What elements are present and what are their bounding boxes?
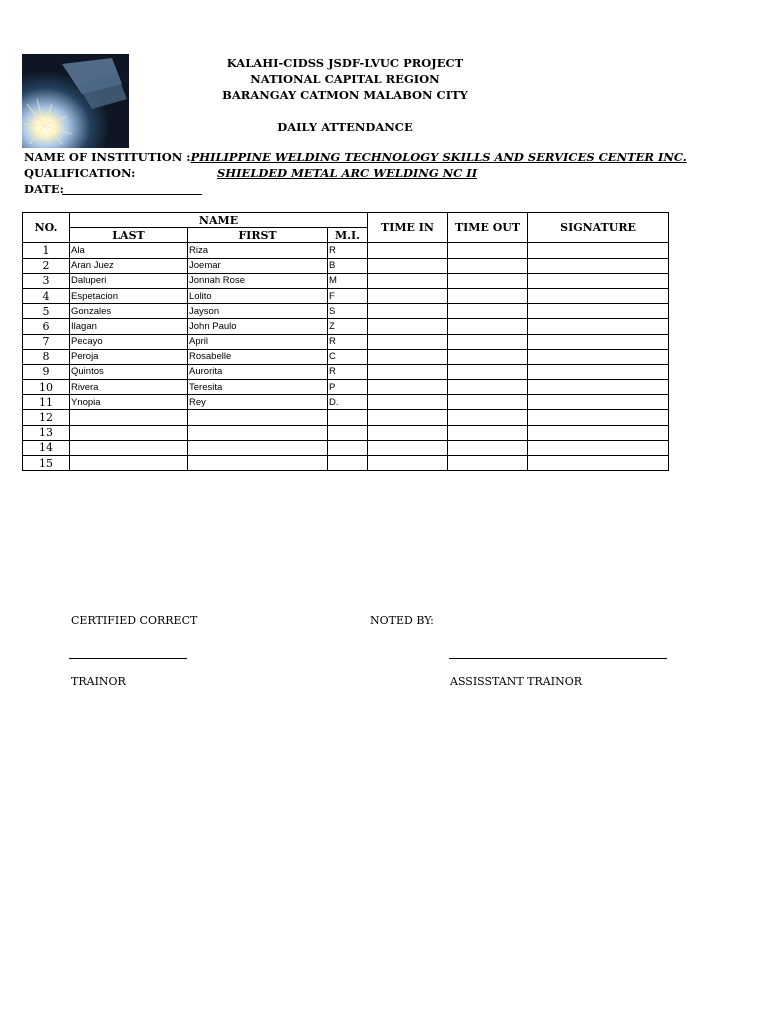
row-time-in[interactable] — [368, 258, 448, 273]
noted-by-label: NOTED BY: — [370, 614, 434, 627]
row-time-in[interactable] — [368, 364, 448, 379]
trainor-signature-line[interactable] — [69, 658, 187, 659]
row-time-out[interactable] — [448, 304, 528, 319]
row-no: 3 — [23, 273, 70, 288]
row-time-out[interactable] — [448, 273, 528, 288]
row-time-in[interactable] — [368, 380, 448, 395]
row-middle-initial — [328, 410, 368, 425]
row-no: 13 — [23, 425, 70, 440]
table-row — [23, 288, 669, 303]
row-signature[interactable] — [528, 410, 669, 425]
row-time-out[interactable] — [448, 410, 528, 425]
qualification-value: SHIELDED METAL ARC WELDING NC II — [217, 166, 478, 180]
row-last-name — [70, 410, 188, 425]
row-time-out[interactable] — [448, 334, 528, 349]
row-time-in[interactable] — [368, 425, 448, 440]
row-middle-initial: P — [328, 380, 368, 395]
row-time-in[interactable] — [368, 456, 448, 471]
header-last: LAST — [70, 228, 188, 243]
institution-value: PHILIPPINE WELDING TECHNOLOGY SKILLS AND SERVICES CENTER INC. — [190, 150, 687, 164]
row-signature[interactable] — [528, 364, 669, 379]
date-row — [24, 182, 64, 196]
table-row — [23, 258, 669, 273]
header-first: FIRST — [188, 228, 328, 243]
table-row — [23, 243, 669, 258]
row-first-name: Riza — [188, 243, 328, 258]
certified-correct-label: CERTIFIED CORRECT — [71, 614, 198, 627]
qualification-label: QUALIFICATION: — [24, 166, 136, 180]
row-last-name: Pecayo — [70, 334, 188, 349]
row-first-name: Jonnah Rose — [188, 273, 328, 288]
row-middle-initial: R — [328, 334, 368, 349]
assistant-trainor-label: ASSISSTANT TRAINOR — [450, 675, 583, 688]
welding-image-icon — [22, 54, 129, 148]
row-signature[interactable] — [528, 440, 669, 455]
row-first-name — [188, 425, 328, 440]
row-middle-initial: Z — [328, 319, 368, 334]
qualification-row — [24, 166, 135, 180]
header-no: NO. — [23, 213, 70, 243]
row-middle-initial: C — [328, 349, 368, 364]
row-no: 8 — [23, 349, 70, 364]
row-last-name: Rivera — [70, 380, 188, 395]
row-middle-initial: F — [328, 288, 368, 303]
row-first-name: April — [188, 334, 328, 349]
row-first-name — [188, 410, 328, 425]
row-signature[interactable] — [528, 288, 669, 303]
row-no: 11 — [23, 395, 70, 410]
row-first-name: Jayson — [188, 304, 328, 319]
row-time-out[interactable] — [448, 258, 528, 273]
row-time-in[interactable] — [368, 273, 448, 288]
header-signature: SIGNATURE — [528, 213, 669, 243]
row-signature[interactable] — [528, 456, 669, 471]
row-last-name: Daluperi — [70, 273, 188, 288]
row-time-out[interactable] — [448, 319, 528, 334]
row-first-name: John Paulo — [188, 319, 328, 334]
attendance-table — [22, 212, 669, 471]
row-first-name: Joemar — [188, 258, 328, 273]
qualification-value-wrap — [217, 166, 477, 180]
row-middle-initial: M — [328, 273, 368, 288]
row-signature[interactable] — [528, 258, 669, 273]
region-title: NATIONAL CAPITAL REGION — [250, 72, 440, 86]
header-time-out: TIME OUT — [448, 213, 528, 243]
table-row — [23, 304, 669, 319]
row-last-name: Espetacion — [70, 288, 188, 303]
table-row — [23, 364, 669, 379]
row-time-in[interactable] — [368, 319, 448, 334]
row-middle-initial: S — [328, 304, 368, 319]
row-last-name: Aran Juez — [70, 258, 188, 273]
row-time-out[interactable] — [448, 380, 528, 395]
table-row — [23, 349, 669, 364]
row-middle-initial — [328, 425, 368, 440]
row-last-name: Ala — [70, 243, 188, 258]
row-signature[interactable] — [528, 425, 669, 440]
table-row — [23, 380, 669, 395]
row-time-in[interactable] — [368, 288, 448, 303]
row-no: 7 — [23, 334, 70, 349]
row-first-name: Teresita — [188, 380, 328, 395]
row-last-name — [70, 425, 188, 440]
row-signature[interactable] — [528, 273, 669, 288]
row-middle-initial — [328, 440, 368, 455]
welding-photo — [22, 54, 129, 148]
row-last-name: Quintos — [70, 364, 188, 379]
project-title: KALAHI-CIDSS JSDF-LVUC PROJECT — [226, 56, 464, 70]
date-line[interactable] — [62, 194, 202, 195]
row-signature[interactable] — [528, 334, 669, 349]
row-middle-initial: R — [328, 364, 368, 379]
row-time-in[interactable] — [368, 395, 448, 410]
table-row — [23, 395, 669, 410]
row-no: 5 — [23, 304, 70, 319]
row-signature[interactable] — [528, 319, 669, 334]
table-row — [23, 425, 669, 440]
row-time-in[interactable] — [368, 334, 448, 349]
row-first-name — [188, 440, 328, 455]
row-no: 2 — [23, 258, 70, 273]
table-row — [23, 456, 669, 471]
row-no: 9 — [23, 364, 70, 379]
row-no: 6 — [23, 319, 70, 334]
row-middle-initial: B — [328, 258, 368, 273]
header-name: NAME — [70, 213, 368, 228]
row-time-out[interactable] — [448, 395, 528, 410]
page-title: DAILY ATTENDANCE — [277, 120, 413, 134]
row-last-name — [70, 440, 188, 455]
row-no: 10 — [23, 380, 70, 395]
row-time-out[interactable] — [448, 364, 528, 379]
row-first-name: Lolito — [188, 288, 328, 303]
table-row — [23, 440, 669, 455]
row-time-in[interactable] — [368, 440, 448, 455]
row-last-name: Ynopia — [70, 395, 188, 410]
header-time-in: TIME IN — [368, 213, 448, 243]
row-last-name — [70, 456, 188, 471]
row-time-out[interactable] — [448, 425, 528, 440]
row-time-out[interactable] — [448, 349, 528, 364]
table-row — [23, 334, 669, 349]
row-time-out[interactable] — [448, 456, 528, 471]
row-last-name: Gonzales — [70, 304, 188, 319]
row-time-out[interactable] — [448, 440, 528, 455]
row-time-out[interactable] — [448, 243, 528, 258]
row-first-name: Aurorita — [188, 364, 328, 379]
row-time-out[interactable] — [448, 288, 528, 303]
header-mi: M.I. — [328, 228, 368, 243]
table-row — [23, 410, 669, 425]
row-signature[interactable] — [528, 395, 669, 410]
row-last-name: Peroja — [70, 349, 188, 364]
row-first-name — [188, 456, 328, 471]
row-first-name: Rosabelle — [188, 349, 328, 364]
barangay-title: BARANGAY CATMON MALABON CITY — [222, 88, 468, 102]
row-signature[interactable] — [528, 349, 669, 364]
row-no: 14 — [23, 440, 70, 455]
institution-row — [24, 150, 687, 164]
row-middle-initial: D. — [328, 395, 368, 410]
table-row — [23, 319, 669, 334]
row-signature[interactable] — [528, 243, 669, 258]
row-middle-initial — [328, 456, 368, 471]
trainor-label: TRAINOR — [71, 675, 126, 688]
row-first-name: Rey — [188, 395, 328, 410]
assistant-signature-line[interactable] — [449, 658, 667, 659]
row-middle-initial: R — [328, 243, 368, 258]
row-time-in[interactable] — [368, 410, 448, 425]
row-no: 12 — [23, 410, 70, 425]
attendance-body — [23, 243, 669, 471]
row-no: 15 — [23, 456, 70, 471]
row-no: 4 — [23, 288, 70, 303]
row-signature[interactable] — [528, 380, 669, 395]
row-no: 1 — [23, 243, 70, 258]
row-signature[interactable] — [528, 304, 669, 319]
row-time-in[interactable] — [368, 304, 448, 319]
table-row — [23, 273, 669, 288]
institution-label: NAME OF INSTITUTION : — [24, 150, 191, 164]
row-last-name: Ilagan — [70, 319, 188, 334]
date-label: DATE: — [24, 182, 64, 196]
row-time-in[interactable] — [368, 349, 448, 364]
row-time-in[interactable] — [368, 243, 448, 258]
